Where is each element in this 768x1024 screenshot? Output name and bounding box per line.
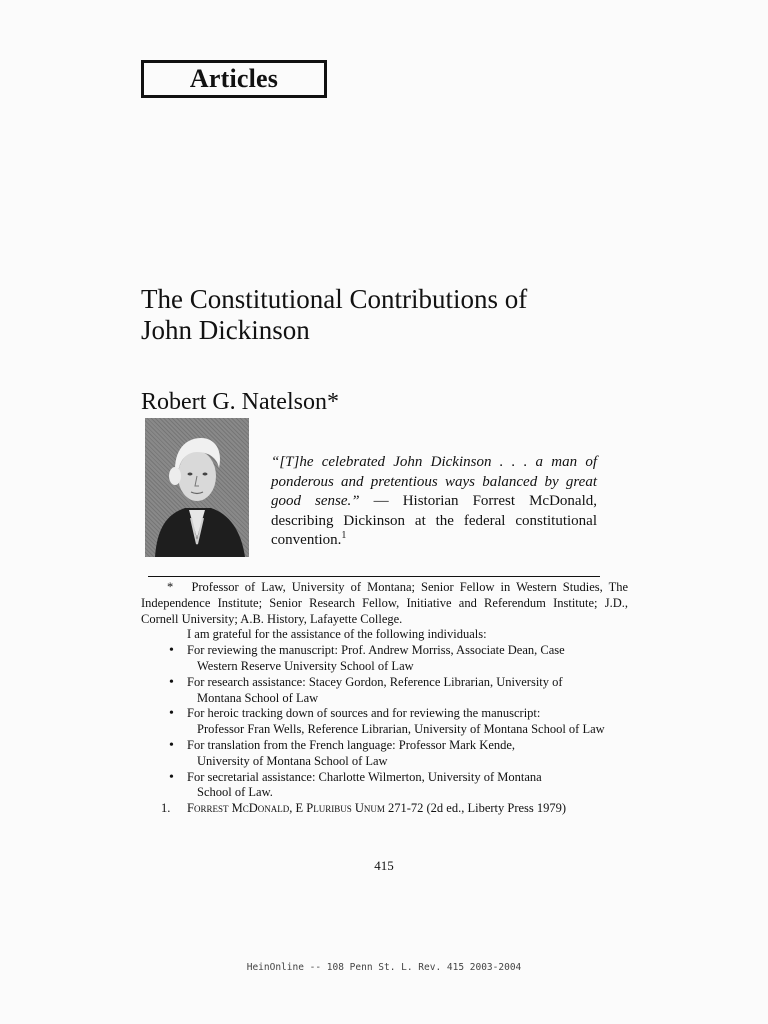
author-name: Robert G. Natelson*	[141, 389, 339, 415]
footnotes	[141, 580, 628, 817]
bullet-icon: •	[169, 674, 174, 690]
footnote-1-details: 271-72 (2d ed., Liberty Press 1979)	[387, 801, 567, 816]
list-item	[141, 643, 628, 675]
portrait-image	[145, 418, 249, 557]
footnote-author-affiliation	[141, 580, 628, 627]
list-item	[141, 738, 628, 770]
list-item-line: For research assistance: Stacey Gordon, Reference Librarian, University of	[187, 674, 563, 689]
source-footer: HeinOnline -- 108 Penn St. L. Rev. 415 2003-2004	[246, 962, 522, 973]
bullet-icon: •	[169, 769, 174, 785]
footnote-star-mark: *	[167, 580, 174, 594]
list-item-line: University of Montana School of Law	[197, 753, 388, 768]
footnote-ref-1[interactable]: 1	[341, 530, 347, 541]
list-item-line: For secretarial assistance: Charlotte Wilmerton, University of Montana	[187, 769, 542, 784]
footnote-1: 1. Forrest McDonald, E Pluribus Unum 271-72 (2d ed., Liberty Press 1979)	[161, 801, 567, 816]
section-heading: Articles	[189, 64, 279, 93]
acknowledgment-intro: I am grateful for the assistance of the following individuals:	[187, 627, 487, 642]
footnote-star-text: Professor of Law, University of Montana; Senior Fellow in Western Studies, The Independence Institute; Senior Research Fellow, Initiative and Referendum Institute; J.D., Cornell University; A.B. History, Lafayette College.	[141, 580, 628, 626]
list-item-line: Professor Fran Wells, Reference Librarian, University of Montana School of Law	[197, 722, 605, 737]
footnote-divider	[148, 576, 600, 577]
article-title-line2: John Dickinson	[141, 315, 310, 345]
article-title-line1: The Constitutional Contributions of	[141, 284, 528, 314]
list-item-line: For reviewing the manuscript: Prof. Andrew Morriss, Associate Dean, Case	[187, 643, 565, 658]
acknowledgment-list	[141, 643, 628, 801]
list-item-line: For heroic tracking down of sources and for reviewing the manuscript:	[187, 706, 541, 721]
footnote-1-number: 1.	[161, 801, 171, 816]
list-item-line: Western Reserve University School of Law	[197, 658, 414, 673]
list-item-line: School of Law.	[197, 785, 273, 800]
list-item	[141, 770, 628, 802]
section-heading-box	[141, 60, 327, 98]
article-title	[141, 284, 661, 346]
bullet-icon: •	[169, 643, 174, 659]
list-item	[141, 706, 628, 738]
list-item	[141, 675, 628, 707]
epigraph	[271, 453, 597, 551]
epigraph-attribution: — Historian Forrest McDonald, describing Dickinson at the federal constitutional convention.	[271, 493, 597, 548]
list-item-line: Montana School of Law	[197, 690, 319, 705]
epigraph-quote: “[T]he celebrated John Dickinson . . . a man of ponderous and pretentious ways balanced by great good sense.”	[271, 454, 597, 509]
list-item-line: For translation from the French language: Professor Mark Kende,	[187, 737, 516, 752]
bullet-icon: •	[169, 706, 174, 722]
footnote-1-author: Forrest McDonald	[187, 801, 290, 816]
bullet-icon: •	[169, 737, 174, 753]
page-number: 415	[374, 858, 394, 873]
footnote-1-title: E Pluribus Unum	[295, 801, 385, 816]
